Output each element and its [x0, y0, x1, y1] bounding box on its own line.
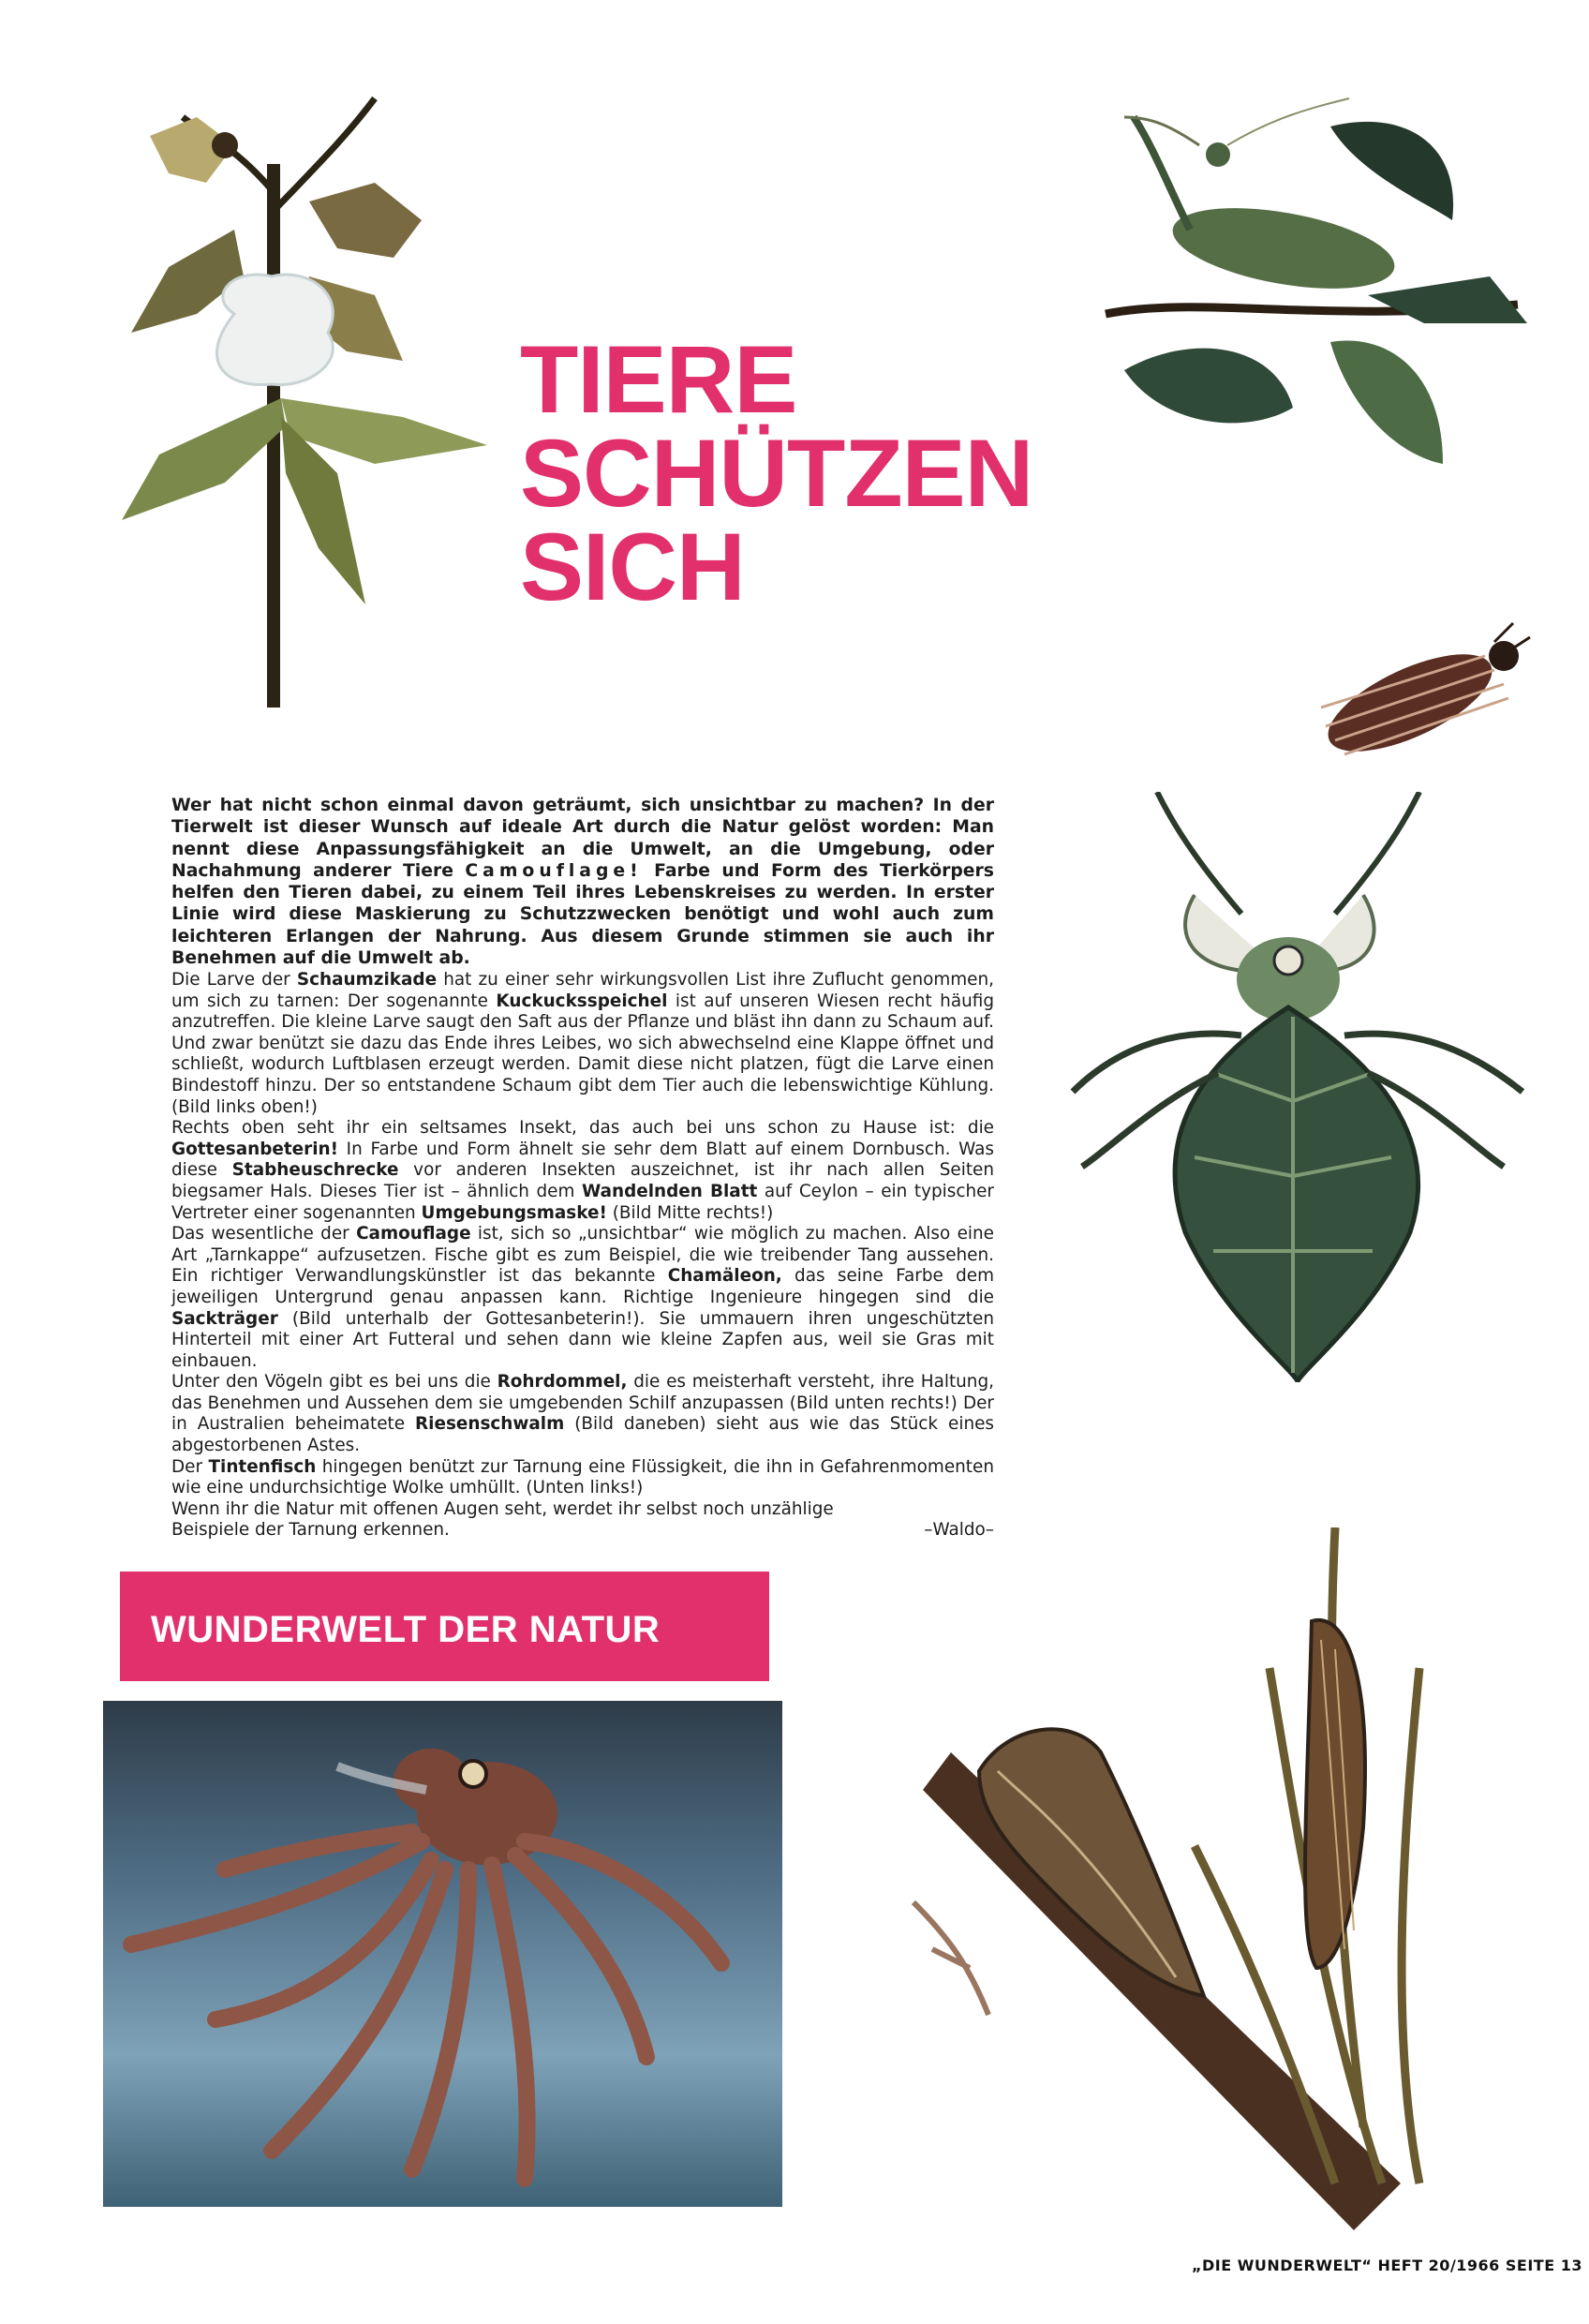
body-text: (Bild daneben) sieht aus wie das Stück eines abgestorbenen Astes.	[171, 1414, 994, 1456]
intro-paragraph	[171, 795, 994, 969]
body-text: (Bild Mitte rechts!)	[606, 1202, 774, 1223]
body-keyword: Rohrdommel,	[497, 1372, 628, 1393]
article-body	[171, 970, 994, 1542]
body-keyword: Wandelnden Blatt	[581, 1181, 758, 1201]
section-banner	[120, 1572, 769, 1681]
body-text: ist, sich so „unsichtbar“ wie möglich zu machen. Also eine Art „Tarnkappe“ aufzusetzen. Fische gibt es zum Beispiel, die wie treibender Tang aussehen. Ein richtiger Verwandlungskünstler ist das bekannte	[171, 1224, 994, 1287]
body-keyword: Gottesanbeterin!	[171, 1139, 338, 1159]
body-text: vor anderen Insekten auszeichnet, ist ihr nach allen Seiten biegsamer Hals. Dieses Tier ist – ähnlich dem	[171, 1160, 994, 1201]
closing-line: Beispiele der Tarnung erkennen.	[171, 1520, 450, 1541]
body-text: (Bild unterhalb der Gottesanbeterin!). Sie ummauern ihren ungeschützten Hinterteil mit einer Art Futteral und sehen dann wie kleine Zapfen aus, weil sie Gras mit einbauen.	[171, 1308, 994, 1371]
body-keyword: Camouflage	[356, 1224, 471, 1244]
body-text: hat zu einer sehr wirkungsvollen List ihre Zuflucht genommen, um sich zu tarnen: Der sogenannte	[171, 970, 994, 1011]
body-text: Der	[171, 1456, 209, 1477]
author-signature: –Waldo–	[924, 1520, 994, 1541]
body-keyword: Chamäleon,	[667, 1266, 782, 1287]
intro-text-1: Wer hat nicht schon einmal davon geträumt, sich unsichtbar zu machen? In der Tierwelt ist dieser Wunsch auf ideale Art durch die Natur gelöst worden: Man nennt diese Anpassungsfähigkeit an die Umwelt, an die Umgebung, oder Nachahmung anderer Tiere	[171, 796, 994, 881]
body-text: Rechts oben seht ihr ein seltsames Insekt, das auch bei uns schon zu Hause ist: die	[171, 1118, 994, 1139]
page-title	[520, 326, 1033, 620]
bittern-frogmouth-illustration	[895, 1527, 1504, 2240]
intro-text-2: Farbe und Form des Tierkörpers helfen den Tieren dabei, zu einem Teil ihres Lebenskreises zu werden. In erster Linie wird diese Maskierung zu Schutzzwecken benötigt und wohl auch zum leichteren Erlangen der Nahrung. Aus diesem Grunde stimmen sie auch ihr Benehmen auf die Umwelt ab.	[171, 860, 994, 969]
body-text: Das wesentliche der	[171, 1224, 357, 1244]
body-keyword: Schaumzikade	[296, 970, 438, 990]
closing-paragraph	[171, 1499, 994, 1521]
body-paragraph	[171, 1457, 994, 1499]
body-keyword: Kuckucksspeichel	[496, 991, 668, 1011]
body-keyword: Umgebungsmaske!	[421, 1202, 607, 1223]
body-text: auf Ceylon – ein typischer Vertreter einer sogenannten	[171, 1181, 994, 1223]
title-line-3: SICH	[520, 514, 745, 620]
signature-line	[171, 1520, 994, 1542]
body-text: hingegen benützt zur Tarnung eine Flüssigkeit, die ihn in Gefahrenmomenten wie eine undurchsichtige Wolke umhüllt. (Unten links!)	[171, 1456, 994, 1498]
body-keyword: Riesenschwalm	[415, 1414, 565, 1435]
body-text: das seine Farbe dem jeweiligen Untergrund genau anpassen kann. Richtige Ingenieure hingegen sind die	[171, 1266, 994, 1307]
body-paragraph	[171, 1224, 994, 1372]
body-text: die es meisterhaft versteht, ihre Haltung, das Benehmen und Aussehen dem sie umgebenden Schilf anzupassen (Bild unten rechts!) Der in Australien beheimatete	[171, 1372, 994, 1435]
spittlebug-plant-illustration	[94, 80, 506, 708]
body-paragraph	[171, 970, 994, 1118]
title-line-1: TIERE	[520, 326, 797, 433]
body-keyword: Sackträger	[171, 1308, 278, 1329]
body-text: In Farbe und Form ähnelt sie sehr dem Blatt auf einem Dornbusch. Was diese	[171, 1139, 994, 1181]
title-line-2: SCHÜTZEN	[520, 420, 1033, 527]
page-footer: „DIE WUNDERWELT“ HEFT 20/1966 SEITE 13	[1192, 2257, 1582, 2274]
body-paragraph	[171, 1118, 994, 1224]
walking-leaf-illustration	[1054, 792, 1541, 1392]
body-text: ist auf unseren Wiesen recht häufig anzutreffen. Die kleine Larve saugt den Saft aus der Pflanze und bläst ihn dann zu Schaum auf. Und zwar benützt sie dazu das Ende ihres Leibes, wo sich abwechselnd eine Klappe öffnet und schließt, wodurch Luftblasen erzeugt werden. Damit diese nicht platzen, fügt die Larve einen Bindestoff hinzu. Der so entstandene Schaum gibt dem Tier auch die lebenswichtige Kühlung. (Bild links oben!)	[171, 991, 994, 1117]
intro-camouflage-word: Camouflage!	[465, 860, 643, 881]
body-keyword: Stabheuschrecke	[231, 1160, 399, 1181]
banner-label: WUNDERWELT DER NATUR	[151, 1609, 661, 1650]
body-text: Unter den Vögeln gibt es bei uns die	[171, 1372, 497, 1393]
octopus-illustration	[103, 1701, 782, 2207]
body-paragraph	[171, 1372, 994, 1456]
bagworm-case-illustration	[1307, 614, 1532, 778]
praying-mantis-illustration	[1087, 89, 1527, 501]
body-text: Die Larve der	[171, 970, 297, 990]
closing-line: Wenn ihr die Natur mit offenen Augen seht, werdet ihr selbst noch unzählige	[171, 1498, 834, 1519]
body-keyword: Tintenfisch	[208, 1456, 317, 1477]
